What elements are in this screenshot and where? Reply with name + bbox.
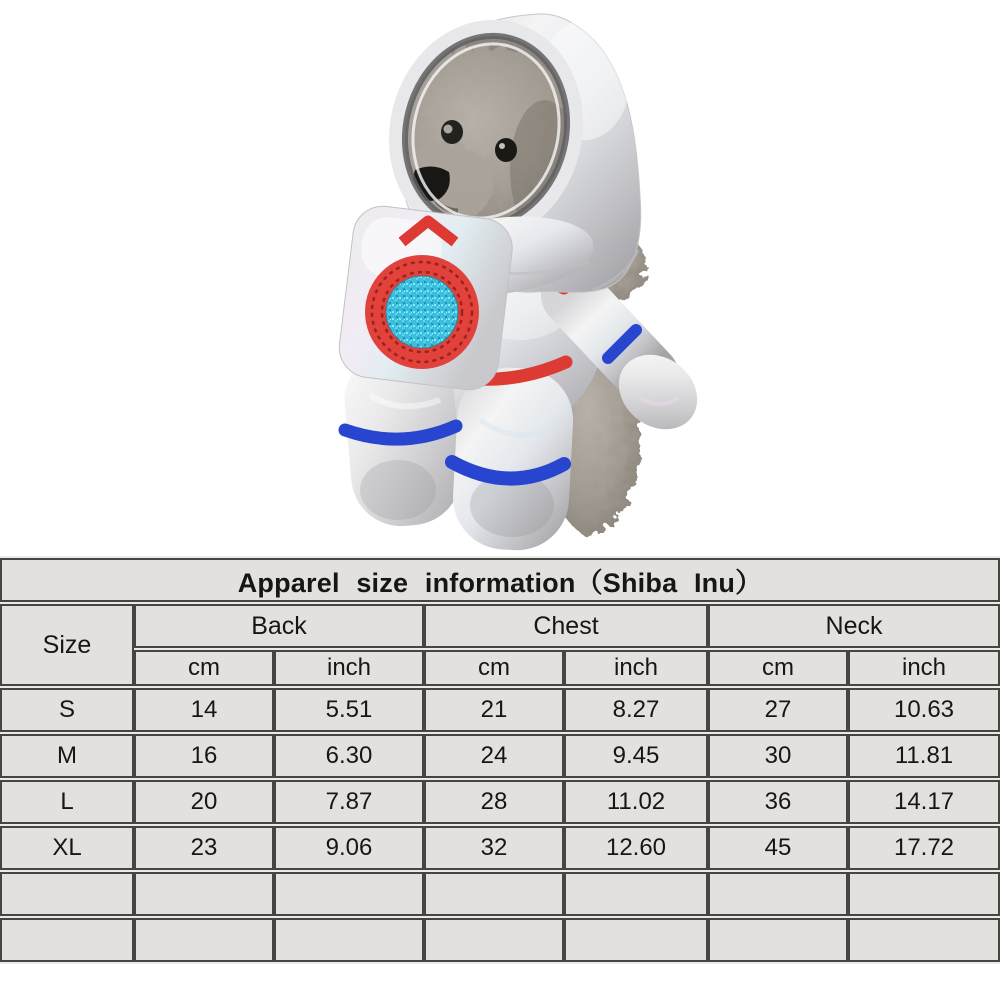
empty-cell [134, 872, 274, 916]
cell-value: 28 [424, 780, 564, 824]
cell-value: 11.02 [564, 780, 708, 824]
cell-value: 45 [708, 826, 848, 870]
empty-cell [564, 872, 708, 916]
size-table-section [0, 556, 1000, 964]
unit-header-chest-cm: cm [424, 650, 564, 686]
cell-value: 32 [424, 826, 564, 870]
cell-value: 5.51 [274, 688, 424, 732]
unit-header-row [0, 650, 1000, 686]
cell-value: 8.27 [564, 688, 708, 732]
empty-cell [134, 918, 274, 962]
cell-value: 14.17 [848, 780, 1000, 824]
table-title-row [0, 558, 1000, 602]
empty-cell [424, 918, 564, 962]
cell-value: 6.30 [274, 734, 424, 778]
empty-cell [0, 918, 134, 962]
cell-value: 24 [424, 734, 564, 778]
dog-eye-left [441, 120, 463, 144]
cell-value: 9.45 [564, 734, 708, 778]
empty-cell [708, 918, 848, 962]
size-label: M [0, 734, 134, 778]
cell-value: 10.63 [848, 688, 1000, 732]
unit-header-back-cm: cm [134, 650, 274, 686]
cell-value: 20 [134, 780, 274, 824]
badge [365, 255, 479, 369]
cell-value: 36 [708, 780, 848, 824]
size-label: S [0, 688, 134, 732]
empty-cell [848, 872, 1000, 916]
empty-row [0, 872, 1000, 916]
size-row-l [0, 780, 1000, 824]
group-header-chest: Chest [424, 604, 708, 648]
cell-value: 21 [424, 688, 564, 732]
cell-value: 12.60 [564, 826, 708, 870]
empty-cell [274, 918, 424, 962]
cell-value: 30 [708, 734, 848, 778]
cell-value: 9.06 [274, 826, 424, 870]
size-row-s [0, 688, 1000, 732]
empty-cell [424, 872, 564, 916]
empty-cell [274, 872, 424, 916]
unit-header-neck-inch: inch [848, 650, 1000, 686]
cell-value: 23 [134, 826, 274, 870]
unit-header-chest-inch: inch [564, 650, 708, 686]
size-label: L [0, 780, 134, 824]
cell-value: 27 [708, 688, 848, 732]
cell-value: 17.72 [848, 826, 1000, 870]
size-row-xl [0, 826, 1000, 870]
cell-value: 14 [134, 688, 274, 732]
group-header-back: Back [134, 604, 424, 648]
group-header-row [0, 604, 1000, 648]
empty-row [0, 918, 1000, 962]
chest-pack [336, 203, 516, 393]
cell-value: 16 [134, 734, 274, 778]
unit-header-back-inch: inch [274, 650, 424, 686]
cell-value: 7.87 [274, 780, 424, 824]
empty-cell [0, 872, 134, 916]
table-title: Apparel size information（Shiba Inu） [0, 558, 1000, 602]
size-row-m [0, 734, 1000, 778]
empty-cell [708, 872, 848, 916]
size-table [0, 556, 1000, 964]
group-header-neck: Neck [708, 604, 1000, 648]
col-header-size: Size [0, 604, 134, 686]
empty-cell [848, 918, 1000, 962]
size-label: XL [0, 826, 134, 870]
cell-value: 11.81 [848, 734, 1000, 778]
unit-header-neck-cm: cm [708, 650, 848, 686]
dog-eye-right [495, 138, 517, 162]
empty-cell [564, 918, 708, 962]
